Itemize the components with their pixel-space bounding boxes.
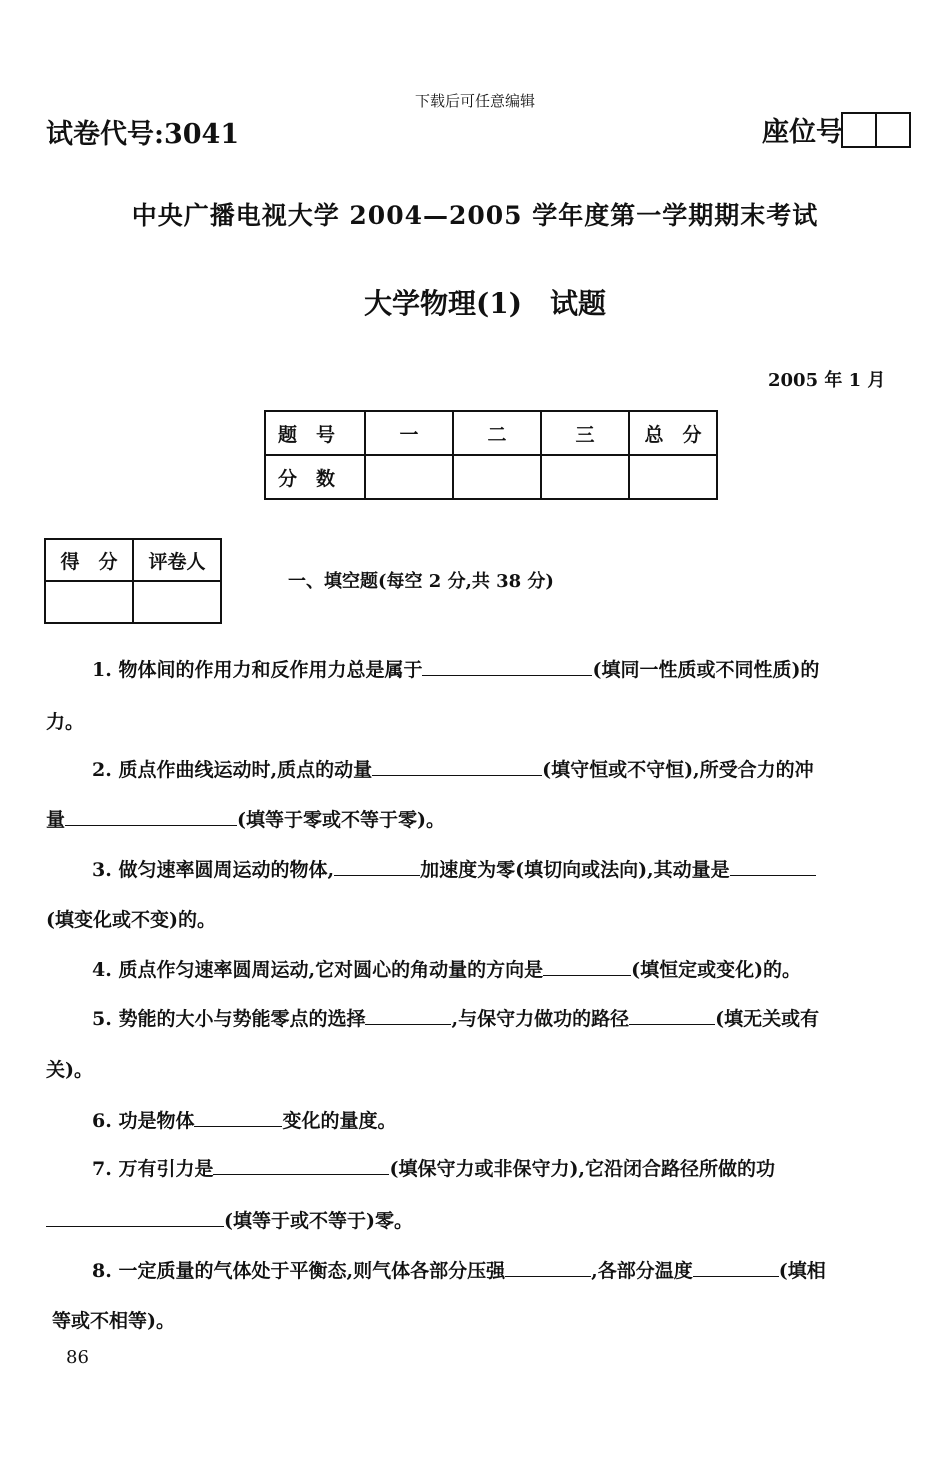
table-row [45,581,221,623]
question-text: 4. 质点作匀速率圆周运动,它对圆心的角动量的方向是 [92,959,544,981]
question-8 [92,1256,826,1283]
exam-date: 2005 年 1 月 [768,370,886,391]
question-7-cont [46,1206,413,1233]
subject-title: 大学物理(1) 试题 [364,287,606,320]
table-cell [541,455,629,499]
table-cell [45,581,133,623]
answer-blank [65,807,237,826]
answer-blank [422,657,592,676]
answer-blank [365,1006,451,1025]
question-text: (填相 [778,1260,826,1282]
grader-table [44,538,222,624]
table-cell: 得 分 [45,539,133,581]
question-text: 变化的量度。 [282,1110,397,1132]
question-text: ,与保守力做功的路径 [451,1008,630,1030]
question-text: (填保守力或非保守力),它沿闭合路径所做的功 [389,1158,776,1180]
question-text: 加速度为零(填切向或法向),其动量是 [420,859,730,881]
question-4 [92,955,801,982]
seat-label: 座位号 [762,117,843,148]
answer-blank [629,1006,715,1025]
answer-blank [334,857,420,876]
table-cell: 总 分 [629,411,717,455]
question-text: 6. 功是物体 [92,1110,195,1132]
table-cell [365,455,453,499]
table-row [265,411,717,455]
answer-blank [372,757,542,776]
answer-blank [730,857,816,876]
answer-blank [543,957,631,976]
download-note: 下载后可任意编辑 [414,92,535,110]
question-3 [92,855,816,882]
table-row [45,539,221,581]
table-cell: 评卷人 [133,539,221,581]
answer-blank [46,1208,224,1227]
question-text: 2. 质点作曲线运动时,质点的动量 [92,759,373,781]
table-cell: 题 号 [265,411,365,455]
seat-number [762,110,911,149]
question-text: (填等于或不等于)零。 [224,1210,413,1232]
question-1 [92,655,819,682]
section-title: 一、填空题(每空 2 分,共 38 分) [288,571,554,592]
seat-box [841,112,877,148]
question-text: 3. 做匀速率圆周运动的物体, [92,859,335,881]
question-text: 1. 物体间的作用力和反作用力总是属于 [92,659,423,681]
question-2-cont [46,805,445,832]
question-1-cont: 力。 [46,711,85,733]
question-8-cont: 等或不相等)。 [52,1310,175,1332]
table-cell: 分 数 [265,455,365,499]
question-7 [92,1154,775,1181]
university-title: 中央广播电视大学 2004—2005 学年度第一学期期末考试 [131,201,819,230]
answer-blank [213,1156,389,1175]
table-cell: 二 [453,411,541,455]
question-text: (填恒定或变化)的。 [631,959,802,981]
answer-blank [505,1258,591,1277]
seat-box [875,112,911,148]
question-text: 量 [46,809,66,831]
question-text: ,各部分温度 [591,1260,693,1282]
question-text: (填无关或有 [715,1008,820,1030]
page-number: 86 [66,1347,89,1368]
question-text: (填等于零或不等于零)。 [237,809,445,831]
score-table [264,410,718,500]
question-6 [92,1106,396,1133]
question-text: 7. 万有引力是 [92,1158,214,1180]
answer-blank [693,1258,779,1277]
table-cell [133,581,221,623]
question-2 [92,755,814,782]
question-text: 5. 势能的大小与势能零点的选择 [92,1008,366,1030]
question-text: (填同一性质或不同性质)的 [592,659,820,681]
table-row [265,455,717,499]
question-text: 8. 一定质量的气体处于平衡态,则气体各部分压强 [92,1260,506,1282]
question-3-cont: (填变化或不变)的。 [46,909,216,931]
table-cell [453,455,541,499]
table-cell [629,455,717,499]
table-cell: 三 [541,411,629,455]
question-5-cont: 关)。 [46,1059,93,1081]
question-text: (填守恒或不守恒),所受合力的冲 [542,759,814,781]
exam-code: 试卷代号:3041 [46,119,240,150]
question-5 [92,1004,819,1031]
answer-blank [194,1108,282,1127]
table-cell: 一 [365,411,453,455]
